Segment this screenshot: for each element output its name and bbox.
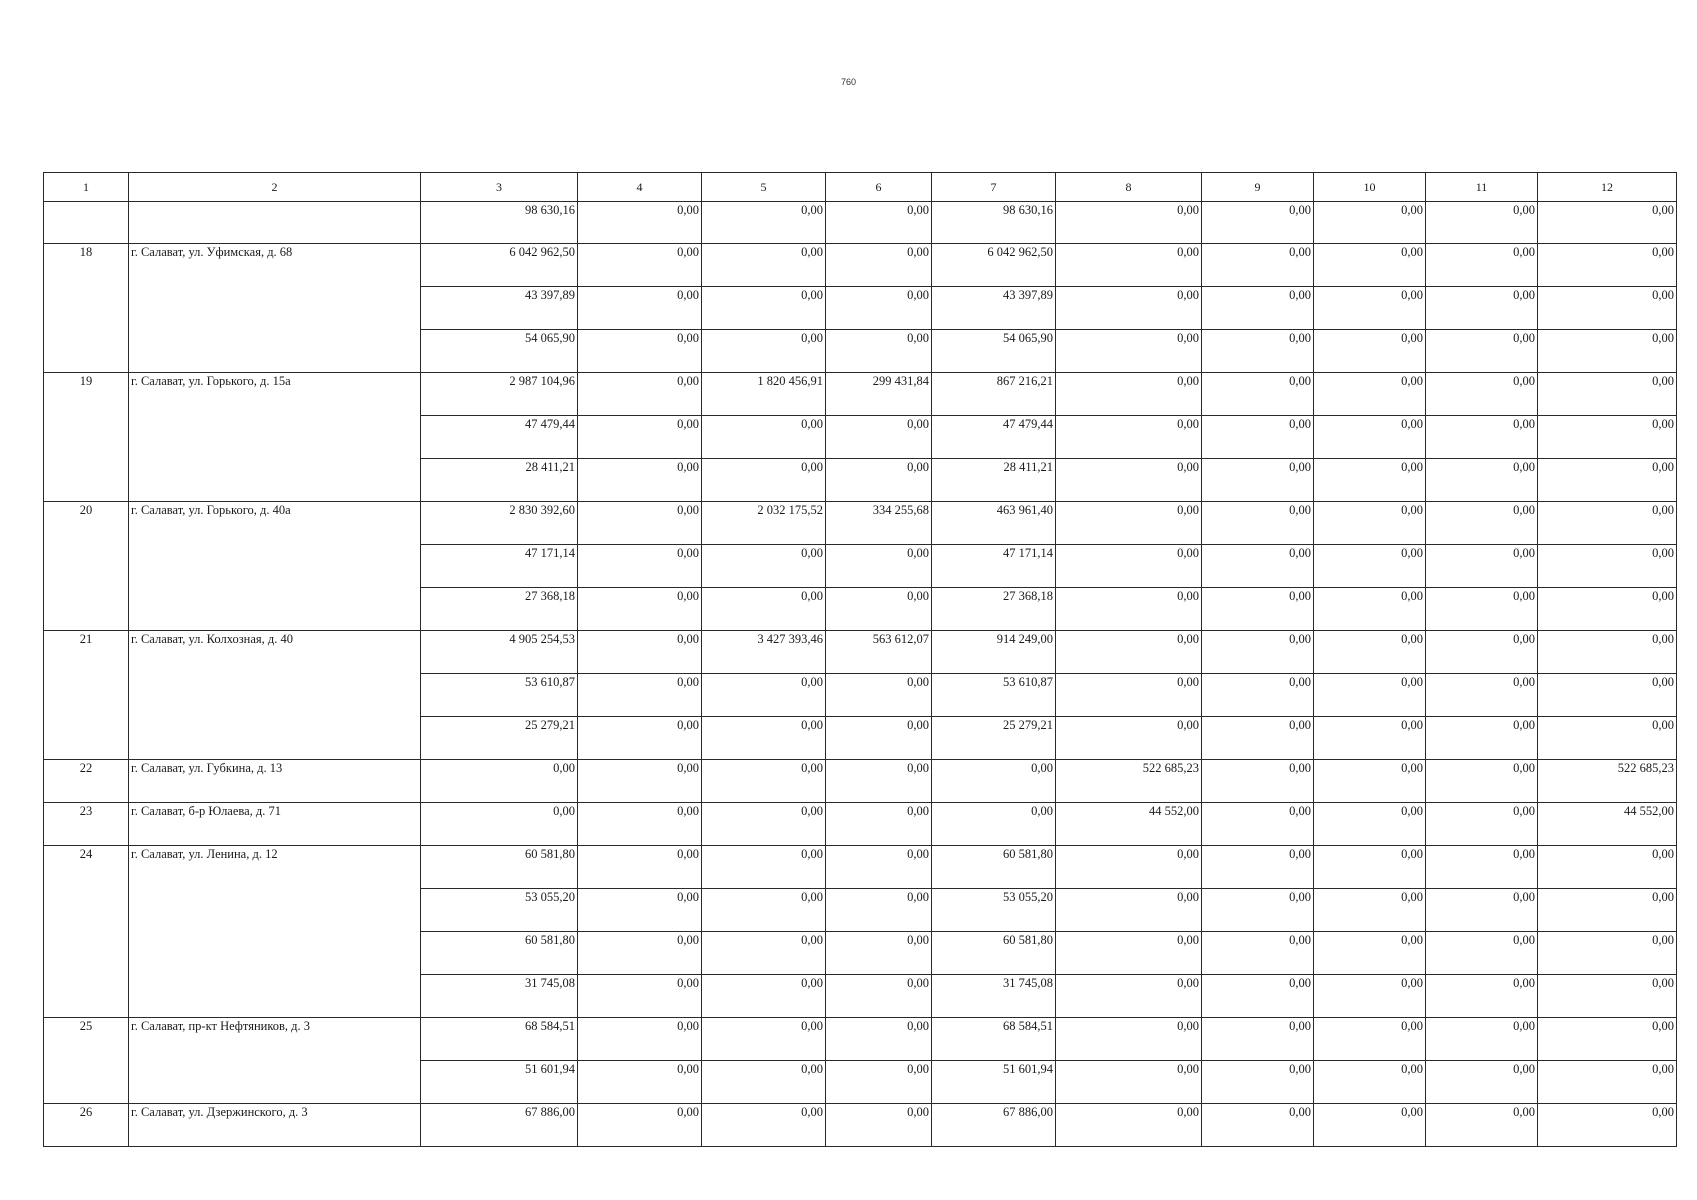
- value-cell: 0,00: [1314, 202, 1426, 244]
- value-cell: 0,00: [1426, 545, 1538, 588]
- value-cell: 0,00: [1202, 416, 1314, 459]
- value-cell: 0,00: [1426, 889, 1538, 932]
- value-cell: 0,00: [1314, 932, 1426, 975]
- header-row: [44, 173, 1677, 202]
- value-cell: 0,00: [1538, 416, 1677, 459]
- value-cell: 0,00: [1426, 502, 1538, 545]
- value-cell: 0,00: [1202, 803, 1314, 846]
- value-cell: 0,00: [826, 545, 932, 588]
- value-cell: 0,00: [1202, 975, 1314, 1018]
- value-cell: 0,00: [1314, 1061, 1426, 1104]
- value-cell: 60 581,80: [932, 932, 1056, 975]
- value-cell: 0,00: [702, 287, 826, 330]
- value-cell: 60 581,80: [421, 932, 578, 975]
- value-cell: 0,00: [1426, 674, 1538, 717]
- value-cell: 43 397,89: [421, 287, 578, 330]
- value-cell: 0,00: [1314, 975, 1426, 1018]
- row-number: 22: [44, 760, 129, 803]
- table-row: [44, 373, 1677, 416]
- value-cell: 0,00: [826, 932, 932, 975]
- value-cell: 47 171,14: [421, 545, 578, 588]
- value-cell: 0,00: [1056, 932, 1202, 975]
- value-cell: 0,00: [1202, 287, 1314, 330]
- value-cell: 0,00: [1538, 846, 1677, 889]
- value-cell: 0,00: [578, 588, 702, 631]
- value-cell: 0,00: [1056, 459, 1202, 502]
- value-cell: 0,00: [702, 1104, 826, 1147]
- value-cell: 0,00: [702, 803, 826, 846]
- value-cell: 0,00: [1314, 287, 1426, 330]
- value-cell: 0,00: [1056, 975, 1202, 1018]
- address-cell: г. Салават, ул. Уфимская, д. 68: [129, 244, 421, 373]
- value-cell: 0,00: [702, 846, 826, 889]
- value-cell: 0,00: [1314, 330, 1426, 373]
- address-cell: г. Салават, б-р Юлаева, д. 71: [129, 803, 421, 846]
- value-cell: 0,00: [1426, 459, 1538, 502]
- value-cell: 0,00: [826, 330, 932, 373]
- value-cell: 98 630,16: [421, 202, 578, 244]
- table-row: [44, 502, 1677, 545]
- value-cell: 0,00: [1426, 1061, 1538, 1104]
- value-cell: 0,00: [1538, 631, 1677, 674]
- value-cell: 0,00: [1202, 760, 1314, 803]
- address-cell: г. Салават, ул. Дзержинского, д. 3: [129, 1104, 421, 1147]
- table-row: [44, 846, 1677, 889]
- value-cell: 0,00: [932, 803, 1056, 846]
- value-cell: 0,00: [1314, 889, 1426, 932]
- value-cell: 0,00: [1538, 674, 1677, 717]
- value-cell: 0,00: [1056, 631, 1202, 674]
- value-cell: 31 745,08: [421, 975, 578, 1018]
- value-cell: 0,00: [1426, 373, 1538, 416]
- value-cell: 0,00: [702, 459, 826, 502]
- value-cell: 0,00: [826, 717, 932, 760]
- value-cell: 0,00: [578, 631, 702, 674]
- row-number: [44, 202, 129, 244]
- value-cell: 27 368,18: [932, 588, 1056, 631]
- value-cell: 0,00: [1202, 459, 1314, 502]
- value-cell: 0,00: [421, 803, 578, 846]
- value-cell: 0,00: [578, 1104, 702, 1147]
- value-cell: 0,00: [826, 1104, 932, 1147]
- value-cell: 0,00: [578, 545, 702, 588]
- value-cell: 53 610,87: [932, 674, 1056, 717]
- value-cell: 0,00: [1538, 202, 1677, 244]
- value-cell: 98 630,16: [932, 202, 1056, 244]
- value-cell: 68 584,51: [421, 1018, 578, 1061]
- value-cell: 0,00: [1056, 1018, 1202, 1061]
- value-cell: 463 961,40: [932, 502, 1056, 545]
- value-cell: 0,00: [702, 889, 826, 932]
- value-cell: 0,00: [1314, 631, 1426, 674]
- value-cell: 0,00: [1538, 932, 1677, 975]
- value-cell: 0,00: [1314, 545, 1426, 588]
- value-cell: 0,00: [421, 760, 578, 803]
- value-cell: 28 411,21: [421, 459, 578, 502]
- value-cell: 0,00: [826, 889, 932, 932]
- value-cell: 0,00: [578, 502, 702, 545]
- value-cell: 0,00: [826, 244, 932, 287]
- value-cell: 0,00: [578, 416, 702, 459]
- value-cell: 54 065,90: [421, 330, 578, 373]
- value-cell: 0,00: [1538, 545, 1677, 588]
- value-cell: 0,00: [1426, 975, 1538, 1018]
- value-cell: 3 427 393,46: [702, 631, 826, 674]
- value-cell: 53 610,87: [421, 674, 578, 717]
- value-cell: 0,00: [1056, 674, 1202, 717]
- value-cell: 0,00: [1056, 202, 1202, 244]
- row-number: 19: [44, 373, 129, 502]
- value-cell: 0,00: [1202, 932, 1314, 975]
- value-cell: 0,00: [578, 1018, 702, 1061]
- value-cell: 0,00: [1056, 330, 1202, 373]
- row-number: 24: [44, 846, 129, 1018]
- value-cell: 0,00: [578, 717, 702, 760]
- value-cell: 0,00: [1202, 373, 1314, 416]
- table-row: [44, 760, 1677, 803]
- address-cell: г. Салават, ул. Горького, д. 40а: [129, 502, 421, 631]
- value-cell: 0,00: [1538, 588, 1677, 631]
- value-cell: 0,00: [1538, 244, 1677, 287]
- value-cell: 0,00: [1314, 1018, 1426, 1061]
- value-cell: 0,00: [1202, 244, 1314, 287]
- row-number: 25: [44, 1018, 129, 1104]
- value-cell: 0,00: [1426, 760, 1538, 803]
- value-cell: 0,00: [578, 202, 702, 244]
- value-cell: 0,00: [826, 674, 932, 717]
- value-cell: 0,00: [1056, 846, 1202, 889]
- value-cell: 68 584,51: [932, 1018, 1056, 1061]
- address-cell: [129, 202, 421, 244]
- value-cell: 51 601,94: [421, 1061, 578, 1104]
- value-cell: 0,00: [702, 330, 826, 373]
- value-cell: 0,00: [1538, 373, 1677, 416]
- value-cell: 0,00: [826, 1061, 932, 1104]
- data-table: [43, 172, 1677, 1147]
- value-cell: 0,00: [1056, 287, 1202, 330]
- page-number: 760: [840, 77, 857, 87]
- column-header: 5: [702, 173, 826, 202]
- row-number: 21: [44, 631, 129, 760]
- value-cell: 0,00: [1202, 674, 1314, 717]
- value-cell: 0,00: [1056, 1061, 1202, 1104]
- address-cell: г. Салават, ул. Ленина, д. 12: [129, 846, 421, 1018]
- value-cell: 0,00: [1314, 717, 1426, 760]
- value-cell: 4 905 254,53: [421, 631, 578, 674]
- table-row: [44, 244, 1677, 287]
- value-cell: 47 479,44: [421, 416, 578, 459]
- value-cell: 0,00: [826, 846, 932, 889]
- column-header: 6: [826, 173, 932, 202]
- value-cell: 44 552,00: [1056, 803, 1202, 846]
- address-cell: г. Салават, ул. Колхозная, д. 40: [129, 631, 421, 760]
- value-cell: 0,00: [826, 588, 932, 631]
- value-cell: 0,00: [1202, 631, 1314, 674]
- value-cell: 2 987 104,96: [421, 373, 578, 416]
- value-cell: 0,00: [1538, 459, 1677, 502]
- value-cell: 0,00: [1202, 846, 1314, 889]
- value-cell: 0,00: [1202, 1104, 1314, 1147]
- value-cell: 0,00: [1202, 1061, 1314, 1104]
- value-cell: 0,00: [826, 975, 932, 1018]
- value-cell: 0,00: [578, 287, 702, 330]
- column-header: 11: [1426, 173, 1538, 202]
- value-cell: 0,00: [1202, 1018, 1314, 1061]
- value-cell: 0,00: [1538, 287, 1677, 330]
- value-cell: 0,00: [578, 1061, 702, 1104]
- value-cell: 0,00: [1314, 588, 1426, 631]
- table-row: [44, 1104, 1677, 1147]
- value-cell: 0,00: [702, 760, 826, 803]
- value-cell: 60 581,80: [421, 846, 578, 889]
- value-cell: 60 581,80: [932, 846, 1056, 889]
- value-cell: 0,00: [1426, 287, 1538, 330]
- value-cell: 43 397,89: [932, 287, 1056, 330]
- value-cell: 0,00: [1538, 975, 1677, 1018]
- address-cell: г. Салават, ул. Губкина, д. 13: [129, 760, 421, 803]
- value-cell: 47 171,14: [932, 545, 1056, 588]
- value-cell: 0,00: [1538, 889, 1677, 932]
- value-cell: 0,00: [1538, 717, 1677, 760]
- value-cell: 0,00: [1202, 889, 1314, 932]
- value-cell: 0,00: [1314, 459, 1426, 502]
- value-cell: 0,00: [826, 202, 932, 244]
- row-number: 23: [44, 803, 129, 846]
- value-cell: 0,00: [932, 760, 1056, 803]
- value-cell: 0,00: [1426, 717, 1538, 760]
- column-header: 7: [932, 173, 1056, 202]
- value-cell: 25 279,21: [421, 717, 578, 760]
- value-cell: 0,00: [1426, 244, 1538, 287]
- value-cell: 0,00: [578, 674, 702, 717]
- value-cell: 0,00: [826, 459, 932, 502]
- value-cell: 0,00: [1426, 202, 1538, 244]
- value-cell: 53 055,20: [421, 889, 578, 932]
- table-row: [44, 631, 1677, 674]
- value-cell: 0,00: [1202, 202, 1314, 244]
- value-cell: 0,00: [1538, 502, 1677, 545]
- value-cell: 0,00: [1538, 1061, 1677, 1104]
- value-cell: 0,00: [1314, 674, 1426, 717]
- value-cell: 0,00: [1202, 502, 1314, 545]
- column-header: 3: [421, 173, 578, 202]
- value-cell: 0,00: [578, 244, 702, 287]
- value-cell: 0,00: [1056, 588, 1202, 631]
- value-cell: 67 886,00: [421, 1104, 578, 1147]
- value-cell: 67 886,00: [932, 1104, 1056, 1147]
- value-cell: 0,00: [1538, 330, 1677, 373]
- value-cell: 1 820 456,91: [702, 373, 826, 416]
- value-cell: 0,00: [1056, 889, 1202, 932]
- value-cell: 54 065,90: [932, 330, 1056, 373]
- value-cell: 0,00: [1426, 932, 1538, 975]
- table-row: [44, 803, 1677, 846]
- column-header: 8: [1056, 173, 1202, 202]
- value-cell: 563 612,07: [826, 631, 932, 674]
- value-cell: 0,00: [1426, 631, 1538, 674]
- value-cell: 0,00: [578, 760, 702, 803]
- value-cell: 0,00: [578, 846, 702, 889]
- value-cell: 0,00: [826, 760, 932, 803]
- value-cell: 0,00: [578, 459, 702, 502]
- value-cell: 0,00: [1202, 545, 1314, 588]
- value-cell: 53 055,20: [932, 889, 1056, 932]
- value-cell: 0,00: [1056, 545, 1202, 588]
- value-cell: 0,00: [1314, 416, 1426, 459]
- value-cell: 0,00: [1538, 1104, 1677, 1147]
- value-cell: 0,00: [578, 932, 702, 975]
- value-cell: 0,00: [702, 244, 826, 287]
- value-cell: 0,00: [1314, 502, 1426, 545]
- value-cell: 0,00: [1314, 244, 1426, 287]
- table-row: [44, 202, 1677, 244]
- column-header: 2: [129, 173, 421, 202]
- value-cell: 2 032 175,52: [702, 502, 826, 545]
- value-cell: 6 042 962,50: [421, 244, 578, 287]
- value-cell: 867 216,21: [932, 373, 1056, 416]
- value-cell: 0,00: [1056, 717, 1202, 760]
- value-cell: 0,00: [826, 287, 932, 330]
- value-cell: 0,00: [702, 588, 826, 631]
- value-cell: 0,00: [578, 373, 702, 416]
- value-cell: 51 601,94: [932, 1061, 1056, 1104]
- value-cell: 0,00: [1426, 803, 1538, 846]
- value-cell: 0,00: [1056, 1104, 1202, 1147]
- value-cell: 25 279,21: [932, 717, 1056, 760]
- value-cell: 2 830 392,60: [421, 502, 578, 545]
- value-cell: 0,00: [578, 975, 702, 1018]
- table-row: [44, 1018, 1677, 1061]
- table-body: [44, 202, 1677, 1147]
- value-cell: 0,00: [826, 1018, 932, 1061]
- value-cell: 299 431,84: [826, 373, 932, 416]
- address-cell: г. Салават, пр-кт Нефтяников, д. 3: [129, 1018, 421, 1104]
- row-number: 26: [44, 1104, 129, 1147]
- column-header: 10: [1314, 173, 1426, 202]
- value-cell: 0,00: [1202, 330, 1314, 373]
- value-cell: 0,00: [702, 717, 826, 760]
- value-cell: 47 479,44: [932, 416, 1056, 459]
- column-header: 9: [1202, 173, 1314, 202]
- value-cell: 0,00: [702, 202, 826, 244]
- value-cell: 0,00: [1426, 588, 1538, 631]
- value-cell: 0,00: [1426, 1018, 1538, 1061]
- value-cell: 31 745,08: [932, 975, 1056, 1018]
- value-cell: 0,00: [1314, 846, 1426, 889]
- value-cell: 0,00: [702, 1018, 826, 1061]
- value-cell: 0,00: [578, 330, 702, 373]
- value-cell: 6 042 962,50: [932, 244, 1056, 287]
- value-cell: 0,00: [702, 545, 826, 588]
- value-cell: 522 685,23: [1538, 760, 1677, 803]
- value-cell: 0,00: [1314, 803, 1426, 846]
- value-cell: 0,00: [1426, 330, 1538, 373]
- value-cell: 0,00: [1426, 846, 1538, 889]
- value-cell: 0,00: [1426, 1104, 1538, 1147]
- value-cell: 0,00: [1202, 588, 1314, 631]
- value-cell: 0,00: [1202, 717, 1314, 760]
- value-cell: 28 411,21: [932, 459, 1056, 502]
- row-number: 18: [44, 244, 129, 373]
- value-cell: 0,00: [1314, 760, 1426, 803]
- value-cell: 0,00: [826, 416, 932, 459]
- value-cell: 522 685,23: [1056, 760, 1202, 803]
- value-cell: 0,00: [1426, 416, 1538, 459]
- value-cell: 0,00: [1314, 373, 1426, 416]
- value-cell: 0,00: [826, 803, 932, 846]
- value-cell: 0,00: [1056, 373, 1202, 416]
- table-header: [44, 173, 1677, 202]
- value-cell: 0,00: [702, 416, 826, 459]
- value-cell: 0,00: [702, 975, 826, 1018]
- value-cell: 0,00: [1056, 502, 1202, 545]
- value-cell: 0,00: [1538, 1018, 1677, 1061]
- value-cell: 0,00: [578, 803, 702, 846]
- value-cell: 27 368,18: [421, 588, 578, 631]
- value-cell: 0,00: [702, 932, 826, 975]
- value-cell: 0,00: [702, 1061, 826, 1104]
- column-header: 12: [1538, 173, 1677, 202]
- column-header: 4: [578, 173, 702, 202]
- value-cell: 0,00: [1056, 416, 1202, 459]
- value-cell: 914 249,00: [932, 631, 1056, 674]
- value-cell: 0,00: [1314, 1104, 1426, 1147]
- value-cell: 334 255,68: [826, 502, 932, 545]
- row-number: 20: [44, 502, 129, 631]
- column-header: 1: [44, 173, 129, 202]
- value-cell: 0,00: [1056, 244, 1202, 287]
- value-cell: 44 552,00: [1538, 803, 1677, 846]
- value-cell: 0,00: [578, 889, 702, 932]
- value-cell: 0,00: [702, 674, 826, 717]
- address-cell: г. Салават, ул. Горького, д. 15а: [129, 373, 421, 502]
